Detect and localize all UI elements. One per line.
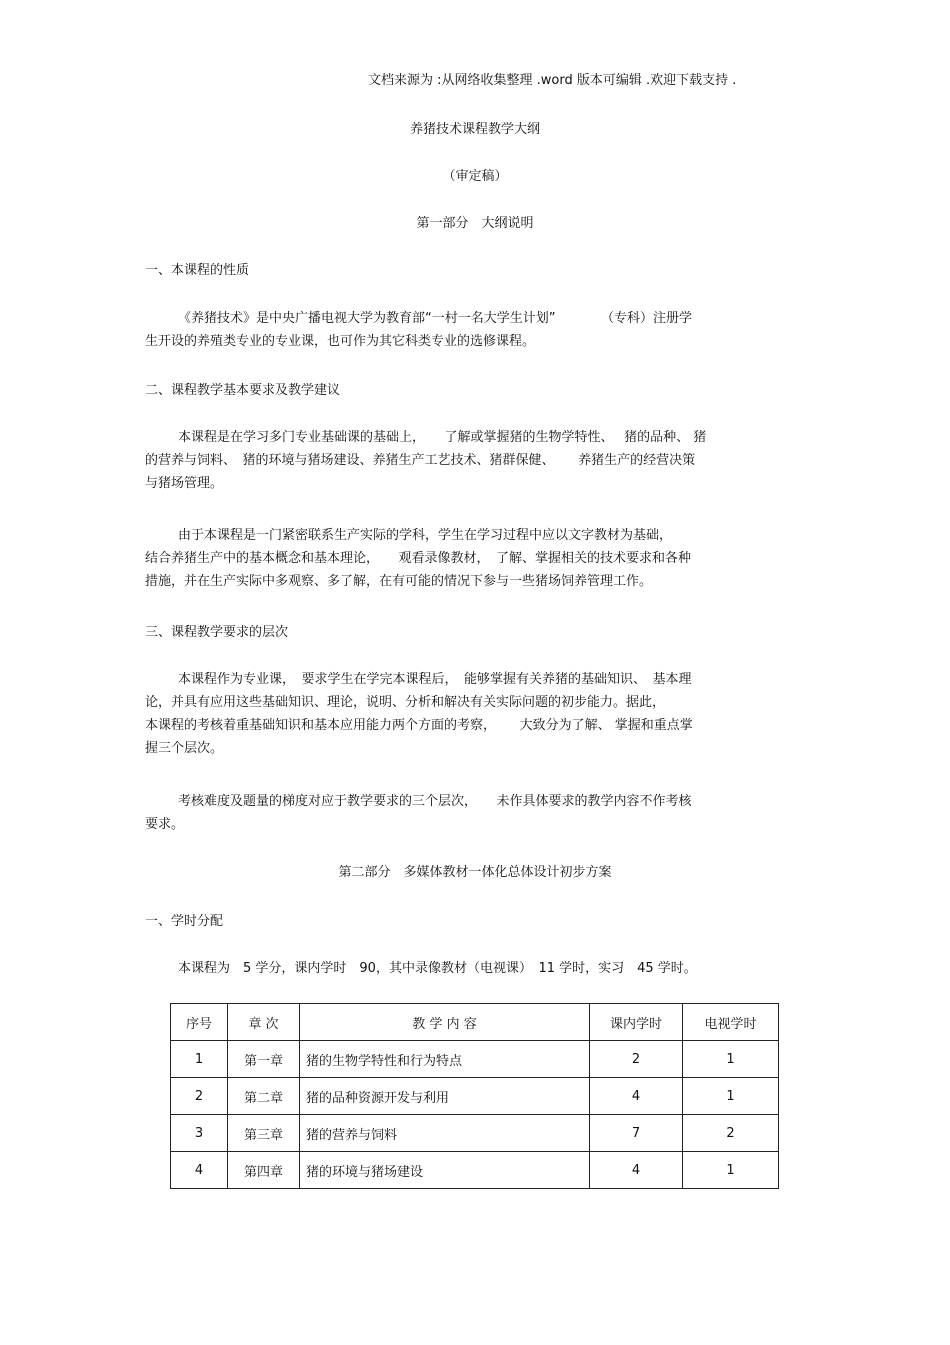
table-header-row <box>171 1004 779 1041</box>
document-subtitle: （审定稿） <box>442 169 508 184</box>
cell-content: 猪的环境与猪场建设 <box>300 1152 590 1189</box>
paragraph-line: 本课程是在学习多门专业基础课的基础上， 了解或掌握猪的生物学特性、 猪的品种、 猪 <box>178 430 707 445</box>
source-note: 文档来源为 :从网络收集整理 .word 版本可编辑 .欢迎下载支持 . <box>368 73 737 88</box>
cell-content: 猪的生物学特性和行为特点 <box>300 1041 590 1078</box>
paragraph-line: 生开设的养殖类专业的专业课，也可作为其它科类专业的选修课程。 <box>145 334 536 349</box>
paragraph-line: 论，并具有应用这些基础知识、理论，说明、分析和解决有关实际问题的初步能力。据此， <box>145 695 666 710</box>
paragraph-line: 由于本课程是一门紧密联系生产实际的学科，学生在学习过程中应以文字教材为基础， <box>178 528 673 543</box>
paragraph-line: 与猪场管理。 <box>145 476 224 491</box>
header-cell-content: 教 学 内 容 <box>300 1004 590 1041</box>
table-row <box>171 1041 779 1078</box>
cell-number: 1 <box>171 1041 228 1078</box>
paragraph-line: 措施，并在生产实际中多观察、多了解，在有可能的情况下参与一些猪场饲养管理工作。 <box>145 574 653 589</box>
paragraph-line: 《养猪技术》是中央广播电视大学为教育部“一村一名大学生计划” （专科）注册学 <box>178 311 692 326</box>
table-row <box>171 1078 779 1115</box>
cell-number: 3 <box>171 1115 228 1152</box>
paragraph-line: 的营养与饲料、 猪的环境与猪场建设、养猪生产工艺技术、猪群保健、 养猪生产的经营决策 <box>145 453 696 468</box>
part1-heading: 第一部分 大纲说明 <box>416 216 534 231</box>
part2-heading: 第二部分 多媒体教材一体化总体设计初步方案 <box>338 865 612 880</box>
cell-content: 猪的品种资源开发与利用 <box>300 1078 590 1115</box>
cell-class-hours: 7 <box>590 1115 683 1152</box>
cell-content: 猪的营养与饲料 <box>300 1115 590 1152</box>
cell-chapter: 第二章 <box>228 1078 300 1115</box>
header-cell-class-hours: 课内学时 <box>590 1004 683 1041</box>
section-heading-hours: 一、学时分配 <box>145 914 224 929</box>
document-title: 养猪技术课程教学大纲 <box>409 122 540 137</box>
paragraph-hours: 本课程为 5 学分，课内学时 90，其中录像教材（电视课） 11 学时，实习 45 学时。 <box>178 961 697 976</box>
header-cell-tv-hours: 电视学时 <box>683 1004 779 1041</box>
paragraph-line: 考核难度及题量的梯度对应于教学要求的三个层次， 未作具体要求的教学内容不作考核 <box>178 794 692 809</box>
cell-tv-hours: 1 <box>683 1078 779 1115</box>
cell-tv-hours: 1 <box>683 1152 779 1189</box>
cell-class-hours: 4 <box>590 1078 683 1115</box>
paragraph-teaching-advice <box>145 524 810 593</box>
table-row <box>171 1152 779 1189</box>
paragraph-line: 要求。 <box>145 817 185 832</box>
cell-class-hours: 4 <box>590 1152 683 1189</box>
cell-chapter: 第一章 <box>228 1041 300 1078</box>
cell-number: 4 <box>171 1152 228 1189</box>
paragraph-line: 握三个层次。 <box>145 741 224 756</box>
paragraph-line: 本课程作为专业课， 要求学生在学完本课程后， 能够掌握有关养猪的基础知识、 基本理 <box>178 672 692 687</box>
paragraph-levels <box>145 668 810 760</box>
paragraph-line: 结合养猪生产中的基本概念和基本理论， 观看录像教材， 了解、掌握相关的技术要求和各种 <box>145 551 692 566</box>
cell-number: 2 <box>171 1078 228 1115</box>
cell-chapter: 第四章 <box>228 1152 300 1189</box>
header-cell-chapter: 章 次 <box>228 1004 300 1041</box>
cell-tv-hours: 1 <box>683 1041 779 1078</box>
table-row <box>171 1115 779 1152</box>
section-heading-levels: 三、课程教学要求的层次 <box>145 625 289 640</box>
section-heading-course-nature: 一、本课程的性质 <box>145 263 250 278</box>
hours-table <box>170 1003 779 1189</box>
paragraph-line: 本课程的考核着重基础知识和基本应用能力两个方面的考察， 大致分为了解、 掌握和重点掌 <box>145 718 693 733</box>
cell-tv-hours: 2 <box>683 1115 779 1152</box>
cell-class-hours: 2 <box>590 1041 683 1078</box>
section-heading-requirements: 二、课程教学基本要求及教学建议 <box>145 383 341 398</box>
cell-chapter: 第三章 <box>228 1115 300 1152</box>
header-cell-number: 序号 <box>171 1004 228 1041</box>
paragraph-course-nature <box>145 307 810 353</box>
paragraph-requirements <box>145 426 810 495</box>
paragraph-assessment <box>145 790 810 836</box>
